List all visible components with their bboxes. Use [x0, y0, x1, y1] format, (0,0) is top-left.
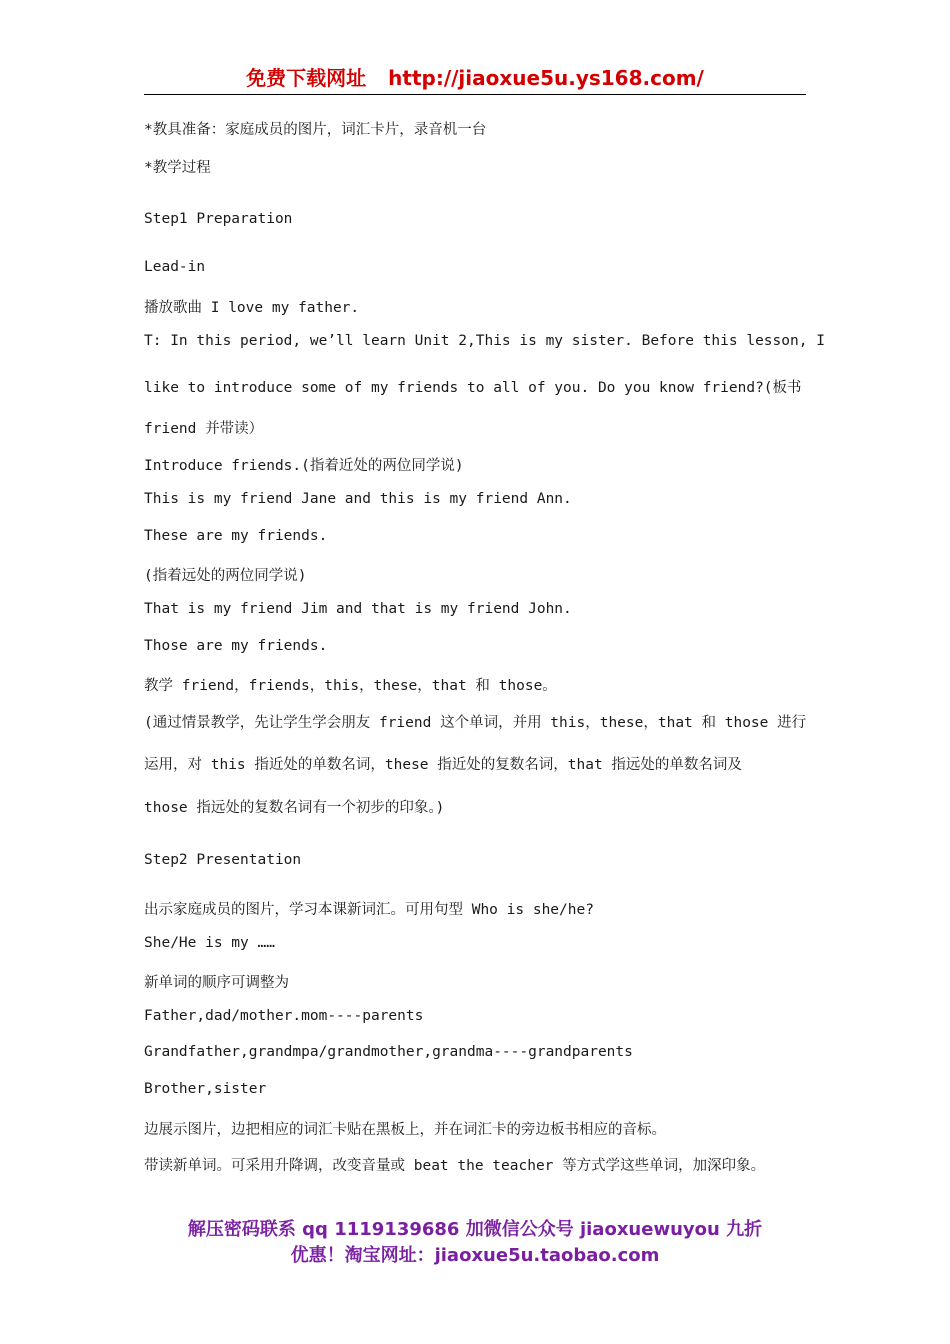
document-body — [144, 118, 825, 1190]
footer-line-2: 优惠！淘宝网址：jiaoxue5u.taobao.com — [290, 1245, 660, 1266]
text-line: She/He is my …… — [144, 935, 275, 951]
page-header — [144, 64, 806, 92]
text-line: friend 并带读） — [144, 421, 264, 437]
text-line: Step2 Presentation — [144, 852, 302, 868]
text-line: Grandfather,grandmpa/grandmother,grandma----grandparents — [144, 1044, 633, 1060]
text-line: those 指远处的复数名词有一个初步的印象。) — [144, 800, 445, 816]
text-line: Lead-in — [144, 259, 206, 275]
text-line: 教学 friend，friends，this，these，that 和 those。 — [144, 678, 557, 694]
text-line: *教具准备：家庭成员的图片，词汇卡片，录音机一台 — [144, 122, 487, 138]
text-line: 运用，对 this 指近处的单数名词，these 指近处的复数名词，that 指远处的单数名词及 — [144, 757, 742, 773]
header-url-link[interactable]: http://jiaoxue5u.ys168.com/ — [388, 66, 704, 90]
text-line: 带读新单词。可采用升降调，改变音量或 beat the teacher 等方式学这些单词，加深印象。 — [144, 1158, 766, 1174]
text-line: *教学过程 — [144, 160, 211, 176]
text-line: Father,dad/mother.mom----parents — [144, 1008, 424, 1024]
header-divider — [144, 94, 806, 95]
text-line: 播放歌曲 I love my father. — [144, 300, 360, 316]
text-line: T: In this period, we’ll learn Unit 2,This is my sister. Before this lesson, I — [144, 333, 825, 349]
text-line: like to introduce some of my friends to all of you. Do you know friend?(板书 — [144, 380, 802, 396]
text-line: These are my friends. — [144, 528, 328, 544]
text-line: Those are my friends. — [144, 638, 328, 654]
page-footer — [144, 1217, 806, 1269]
text-line: Step1 Preparation — [144, 211, 293, 227]
header-label: 免费下载网址 — [246, 66, 367, 90]
text-line: This is my friend Jane and this is my friend Ann. — [144, 491, 572, 507]
text-line: 边展示图片，边把相应的词汇卡贴在黑板上，并在词汇卡的旁边板书相应的音标。 — [144, 1122, 666, 1138]
text-line: 出示家庭成员的图片，学习本课新词汇。可用句型 Who is she/he? — [144, 902, 594, 918]
text-line: Brother,sister — [144, 1081, 267, 1097]
text-line: (通过情景教学，先让学生学会朋友 friend 这个单词，并用 this，these，that 和 those 进行 — [144, 715, 807, 731]
text-line: (指着远处的两位同学说) — [144, 568, 307, 584]
text-line: That is my friend Jim and that is my friend John. — [144, 601, 572, 617]
text-line: 新单词的顺序可调整为 — [144, 975, 289, 991]
footer-line-1: 解压密码联系 qq 1119139686 加微信公众号 jiaoxuewuyou 九折 — [187, 1219, 763, 1240]
text-line: Introduce friends.(指着近处的两位同学说) — [144, 458, 464, 474]
